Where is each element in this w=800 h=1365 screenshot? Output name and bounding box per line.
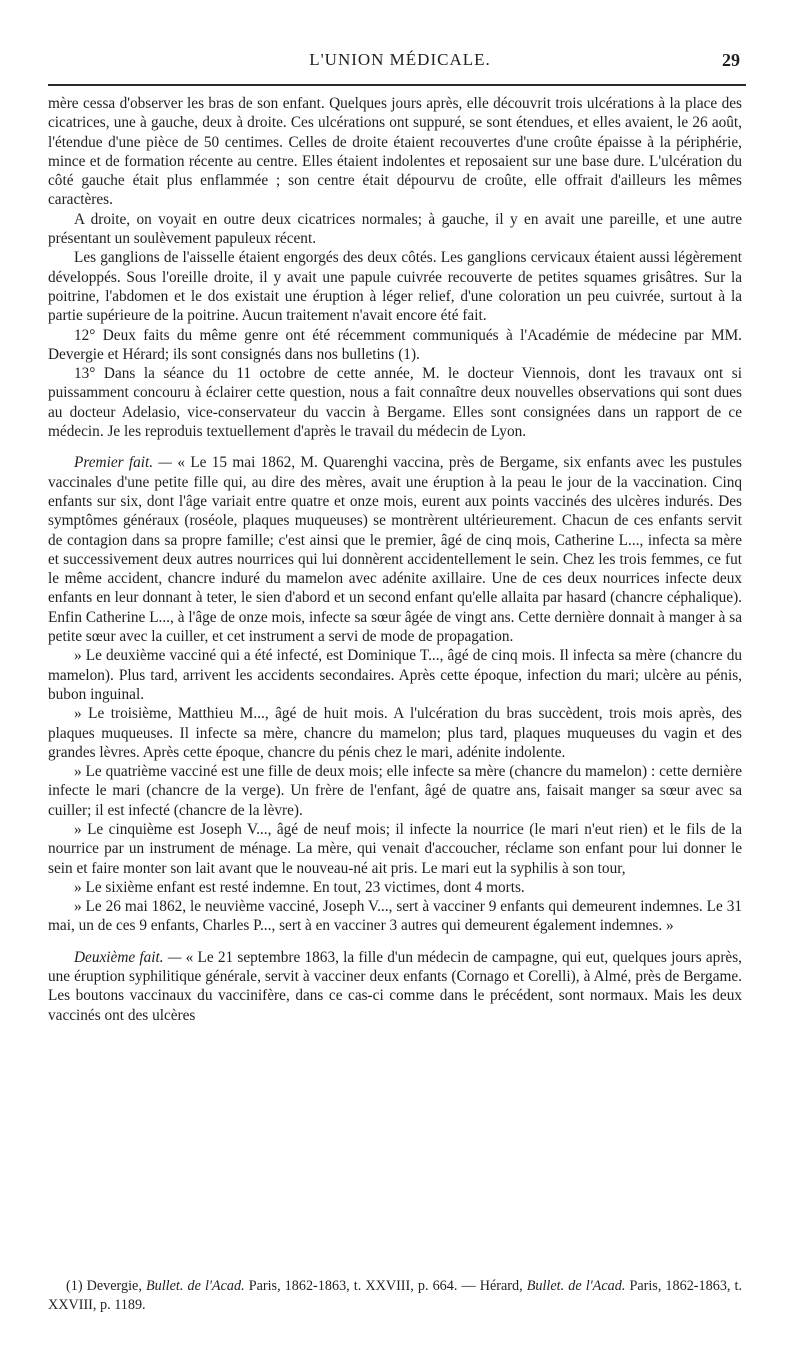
footnote-marker: (1) xyxy=(66,1278,83,1294)
paragraph-cinquieme: » Le cinquième est Joseph V..., âgé de neuf mois; il infecte la nourrice (le mari n'eut rien) et le fils de la nourrice par un instrument de ménage. La mère, qui venait d'accoucher, réclame son enfant pour lui donner le sein et faire monter son lait avant que le nouveau-né ait pris. Le mari eut la syphilis à son tour, xyxy=(48,820,742,877)
deuxieme-fait-text: « Le 21 septembre 1863, la fille d'un médecin de campagne, qui eut, quelques jours après, une éruption syphilitique générale, servit à vacciner deux enfants (Cornago et Corelli), à Almé, près de Bergame. Les boutons vaccinaux du vaccinifère, dans ce cas-ci comme dans le précédent, sont normaux. Mais les deux vaccinés ont des ulcères xyxy=(48,948,742,1024)
premier-fait-heading: Premier fait. — xyxy=(74,454,178,472)
paragraph-quatrieme: » Le quatrième vacciné est une fille de deux mois; elle infecte sa mère (chancre du mamelon) : cette dernière infecte le mari (chancre de la verge). Un frère de l'enfant, âgé de quatre ans, faisait manger sa sœur avec sa cuiller; il est infecté (chancre de la lèvre). xyxy=(48,763,742,819)
paragraph-deuxieme-vaccine: » Le deuxième vacciné qui a été infecté, est Dominique T..., âgé de cinq mois. Il infecta sa mère (chancre du mamelon). Plus tard, arrivent les accidents secondaires. Après cette époque, infection du mari; ulcère au pénis, bubon inguinal. xyxy=(48,647,742,703)
paragraph-troisieme: » Le troisième, Matthieu M..., âgé de huit mois. A l'ulcération du bras succèdent, trois mois après, des plaques muqueuses. Il infecte sa mère, chancre du mamelon; plus tard, plaques muqueuses du vagin et des grandes lèvres. Après cette époque, chancre du pénis chez le mari, adénite indolente. xyxy=(48,705,742,761)
page-number: 29 xyxy=(722,50,740,70)
footnote-ref-2: Paris, 1862-1863, t. XXVIII, p. 1189. xyxy=(48,1278,743,1313)
paragraph-sixieme: » Le sixième enfant est resté indemne. En tout, 23 victimes, dont 4 morts. xyxy=(74,878,525,896)
running-title: L'UNION MÉDICALE. xyxy=(309,50,491,69)
footnote-journal-2: Bullet. de l'Acad. xyxy=(526,1278,626,1294)
premier-fait-text: « Le 15 mai 1862, M. Quarenghi vaccina, près de Bergame, six enfants avec les pustules vaccinales d'une petite fille qui, au dire des mères, avait une éruption à la peau le jour de la vaccination. Cinq enfants sur six, dont l'âge variait entre quatre et onze mois, eurent aux points vaccinés des ulcères indurés. Des symptômes généraux (roséole, plaques muqueuses) se montrèrent ultérieurement. Chacun de ces enfants servit de contagion dans sa propre famille; c'est ainsi que le premier, âgé de cinq mois, Catherine L..., infecta sa mère et successivement deux autres nourrices qui lui donnèrent accidentellement le sein. Chez les trois femmes, ce fut le même accident, chancre induré du mamelon avec adénite axillaire. Une de ces deux nourrices infecte deux enfants en leur donnant à teter, le sien d'abord et un second enfant qu'elle allaita par hasard (chancre céphalique). Enfin Catherine L..., à l'âge de onze mois, infecte sa sœur âgée de vingt ans. Cette dernière donnait à manger à sa petite sœur avec la cuiller, et cet instrument a servi de mode de propagation. xyxy=(48,454,742,646)
footnote-author-2: Hérard, xyxy=(479,1278,527,1294)
deuxieme-fait-heading: Deuxième fait. — xyxy=(74,948,186,966)
paragraph-3: Les ganglions de l'aisselle étaient engorgés des deux côtés. Les ganglions cervicaux étaient aussi légèrement développés. Sous l'oreille droite, il y avait une papule cuivrée recouverte de petites squames grisâtres. Sur la poitrine, l'abdomen et le dos existait une éruption à léger relief, d'une coloration un peu cuivrée, surtout à la partie supérieure de la poitrine. Aucun traitement n'avait encore été fait. xyxy=(48,249,742,325)
paragraph-premier-fait xyxy=(48,453,742,646)
footnote-journal-1: Bullet. de l'Acad. xyxy=(145,1278,245,1294)
body-text xyxy=(48,94,742,1025)
header-rule xyxy=(48,84,746,86)
footnote-author-1: Devergie, xyxy=(86,1278,146,1294)
paragraph-2: A droite, on voyait en outre deux cicatrices normales; à gauche, il y en avait une pareille, et une autre présentant un soulèvement papuleux récent. xyxy=(48,210,742,248)
footnotes xyxy=(48,1277,742,1315)
running-head xyxy=(48,50,752,76)
paragraph-26-mai: » Le 26 mai 1862, le neuvième vacciné, Joseph V..., sert à vacciner 9 enfants qui demeurent indemnes. Le 31 mai, un de ces 9 enfants, Charles P..., sert à en vacciner 3 autres qui demeurent également indemnes. » xyxy=(48,898,742,935)
footnote-ref-1: Paris, 1862-1863, t. XXVIII, p. 664. — xyxy=(244,1278,480,1294)
paragraph-5: 13° Dans la séance du 11 octobre de cette année, M. le docteur Viennois, dont les travaux ont si puissamment concouru à éclairer cette question, nous a fait connaître deux nouvelles observations qui sont dues au docteur Adelasio, vice-conservateur du vaccin à Bergame. Elles sont consignées dans un rapport de ce médecin. Je les reproduis textuellement d'après le travail du médecin de Lyon. xyxy=(48,365,742,441)
paragraph-1: mère cessa d'observer les bras de son enfant. Quelques jours après, elle découvrit trois ulcérations à la place des cicatrices, une à gauche, deux à droite. Ces ulcérations ont suppuré, se sont étendues, et elles avaient, le 26 août, l'étendue d'une pièce de 50 centimes. Celles de droite étaient recouvertes d'une croûte épaisse à la périphérie, mince et de formation récente au centre. Elles étaient indolentes et reposaient sur une base dure. L'ulcération du côté gauche était plus enflammée ; son centre était dépourvu de croûte, elle offrait d'ailleurs les mêmes caractères. xyxy=(48,95,742,209)
footnote-1 xyxy=(48,1277,742,1315)
paragraph-deuxieme-fait xyxy=(48,948,742,1025)
paragraph-4: 12° Deux faits du même genre ont été récemment communiqués à l'Académie de médecine par MM. Devergie et Hérard; ils sont consignés dans nos bulletins (1). xyxy=(48,326,742,363)
